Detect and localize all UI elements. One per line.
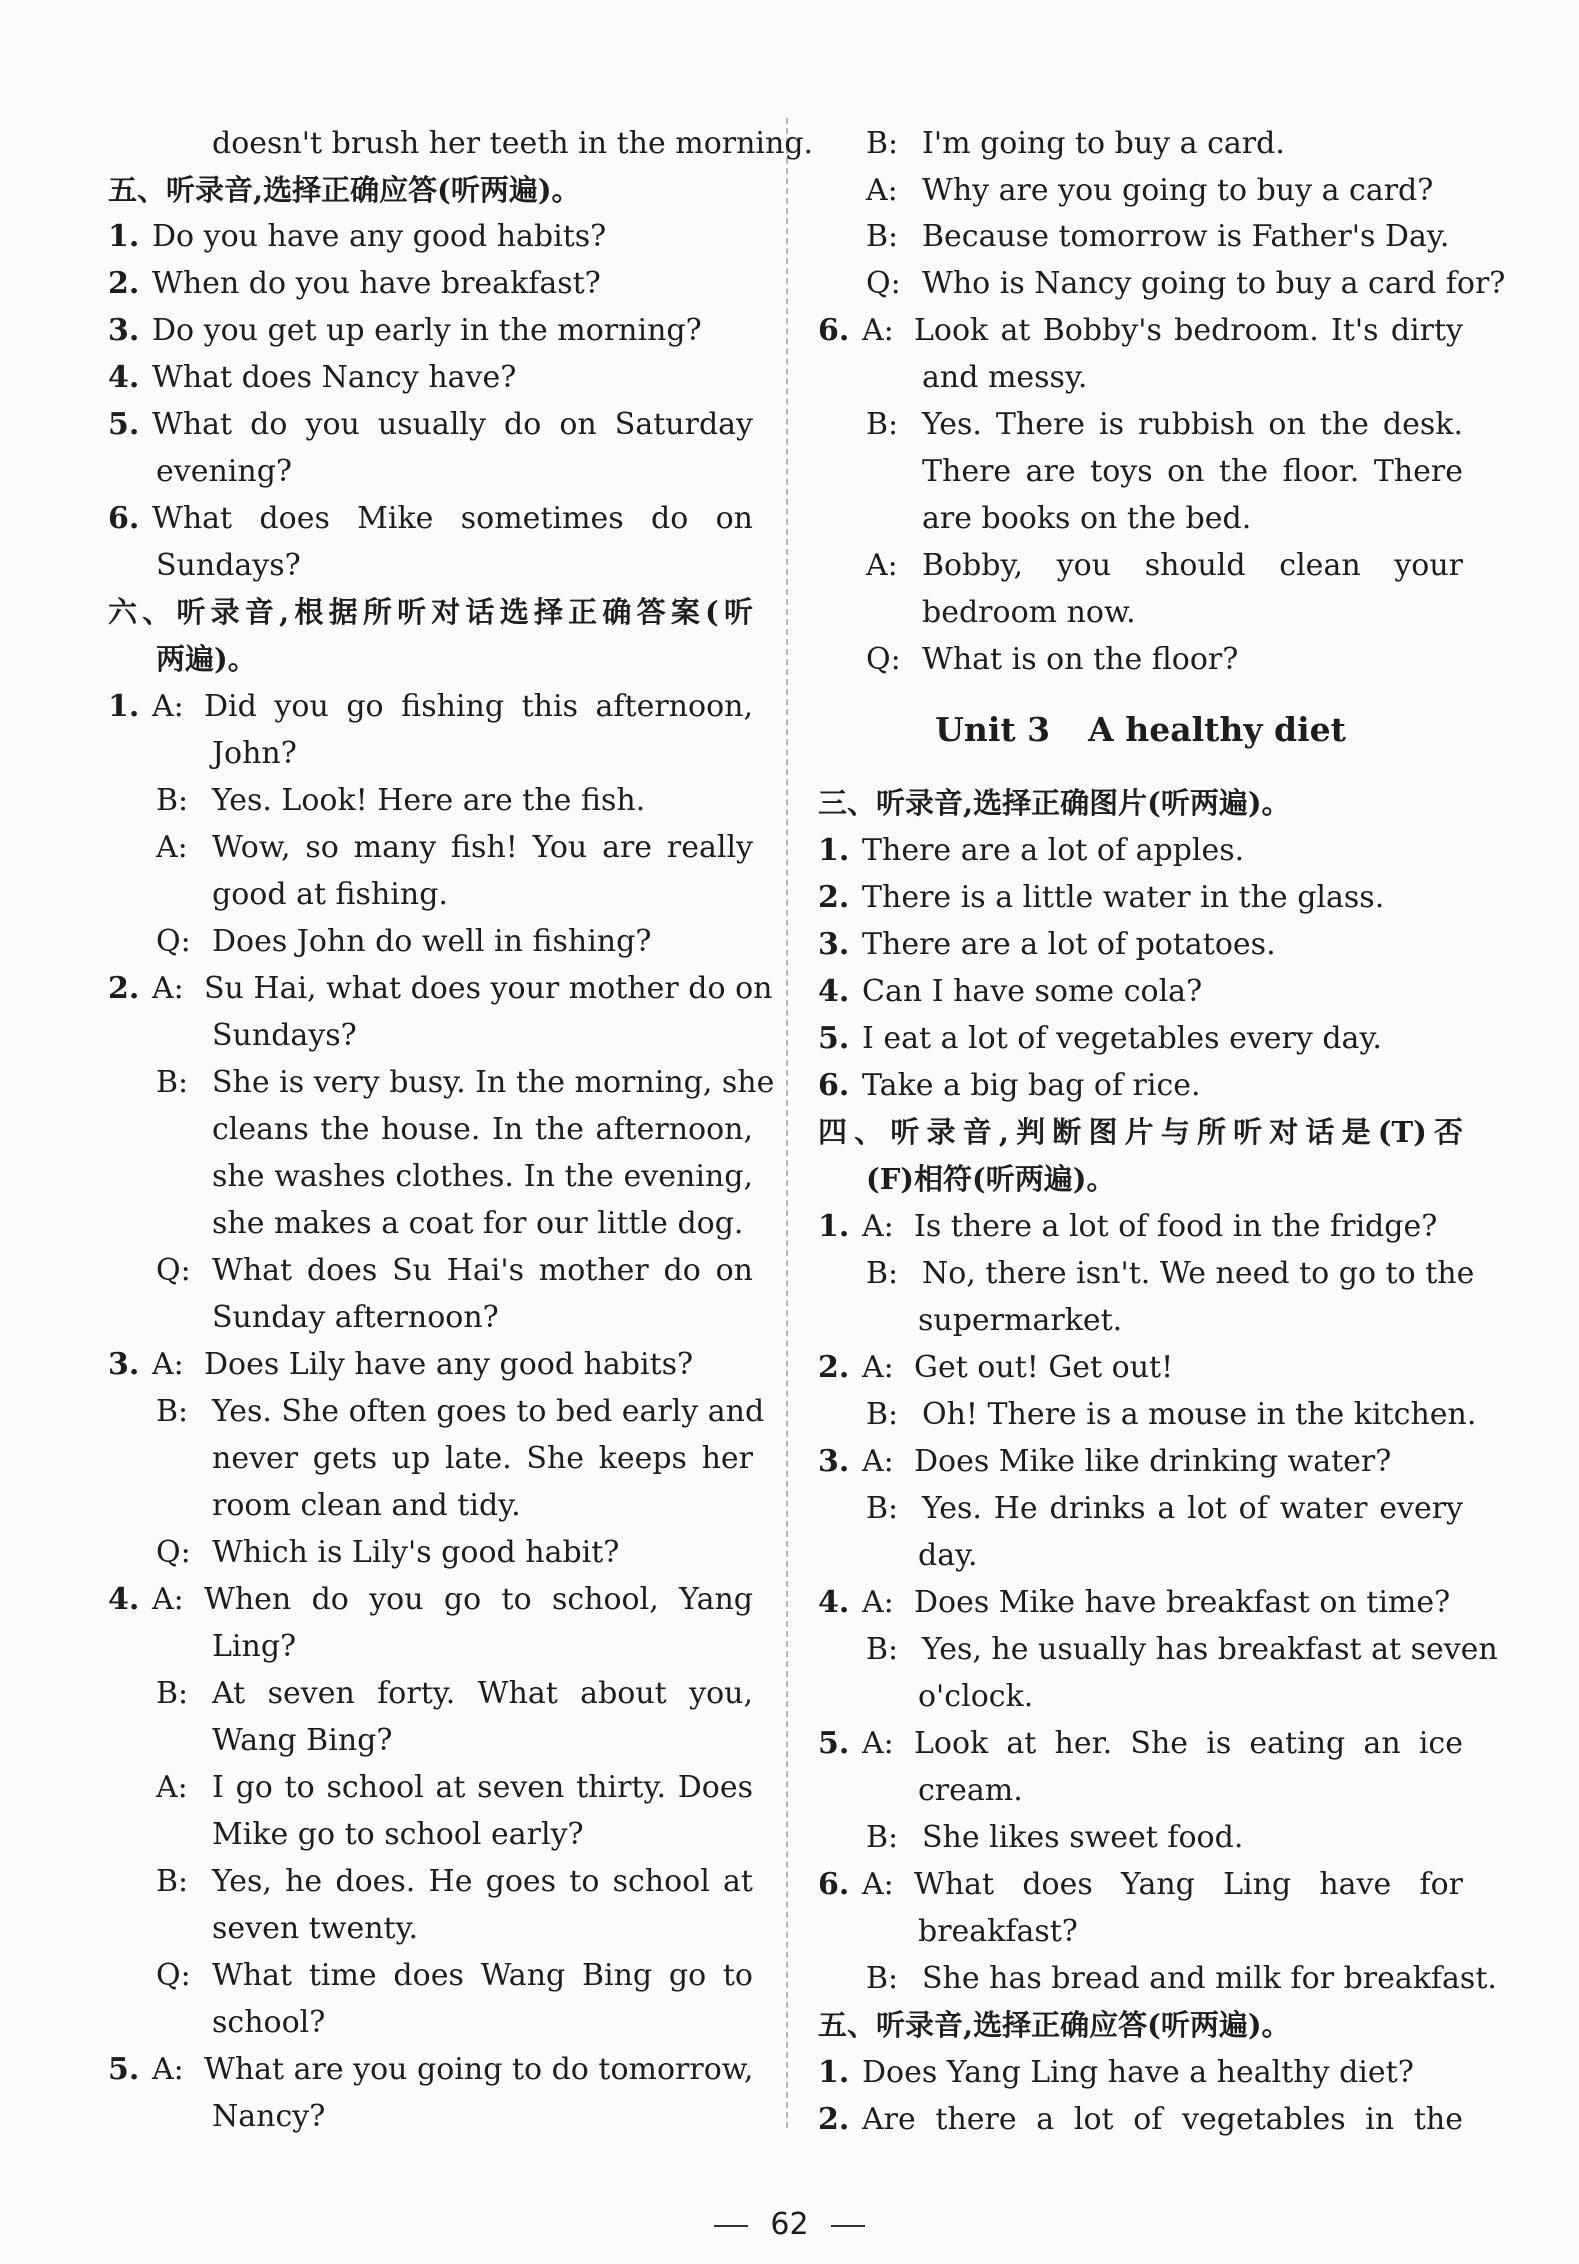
dialogue-line: 1. A: Is there a lot of food in the fridge? (818, 1209, 1438, 1244)
dialogue-line: 4. A: When do you go to school, Yang (108, 1582, 753, 1617)
text-line: Nancy? (212, 2099, 326, 2134)
unit-title: Unit 3 A healthy diet (935, 710, 1346, 749)
text-line: are books on the bed. (922, 501, 1252, 536)
section-heading: 四、听录音,判断图片与所听对话是(T)否 (818, 1115, 1463, 1149)
dialogue-line: B: Yes, he usually has breakfast at seven (866, 1632, 1498, 1667)
text-line: cleans the house. In the afternoon, (212, 1112, 753, 1147)
list-item: 6. Take a big bag of rice. (818, 1068, 1201, 1103)
dialogue-line: Q: Does John do well in fishing? (156, 924, 652, 959)
section-heading: 三、听录音,选择正确图片(听两遍)。 (818, 786, 1291, 820)
text-line: Wang Bing? (212, 1723, 393, 1758)
dialogue-line: B: She likes sweet food. (866, 1820, 1244, 1855)
dialogue-line: A: Why are you going to buy a card? (866, 173, 1434, 208)
list-item: 4. Can I have some cola? (818, 974, 1203, 1009)
dialogue-line: A: Bobby, you should clean your (866, 548, 1463, 583)
text-line: she makes a coat for our little dog. (212, 1206, 744, 1241)
column-divider (786, 118, 788, 2128)
dialogue-line: 5. A: Look at her. She is eating an ice (818, 1726, 1463, 1761)
text-line: Sunday afternoon? (212, 1300, 499, 1335)
text-line: seven twenty. (212, 1911, 419, 1946)
dialogue-line: Q: What time does Wang Bing go to (156, 1958, 753, 1993)
dialogue-line: B: Oh! There is a mouse in the kitchen. (866, 1397, 1477, 1432)
text-line: and messy. (922, 360, 1088, 395)
list-item: 4. What does Nancy have? (108, 360, 517, 395)
dialogue-line: 6. A: Look at Bobby's bedroom. It's dirty (818, 313, 1463, 348)
dialogue-line: Q: Which is Lily's good habit? (156, 1535, 620, 1570)
list-item: 3. Do you get up early in the morning? (108, 313, 702, 348)
dialogue-line: B: No, there isn't. We need to go to the (866, 1256, 1475, 1291)
list-item: 1. Does Yang Ling have a healthy diet? (818, 2055, 1414, 2090)
section-heading: 六、听录音,根据所听对话选择正确答案(听 (108, 595, 753, 629)
text-line: evening? (156, 454, 292, 489)
text-line: Ling? (212, 1629, 297, 1664)
dialogue-line: 2. A: Su Hai, what does your mother do on (108, 971, 773, 1006)
section-heading: (F)相符(听两遍)。 (866, 1162, 1116, 1196)
list-item: 1. Do you have any good habits? (108, 219, 607, 254)
dialogue-line: B: Yes. Look! Here are the fish. (156, 783, 646, 818)
list-item: 6. What does Mike sometimes do on (108, 501, 753, 536)
list-item: 2. When do you have breakfast? (108, 266, 601, 301)
text-line: cream. (918, 1773, 1023, 1808)
text-line: school? (212, 2005, 326, 2040)
dialogue-line: 2. A: Get out! Get out! (818, 1350, 1174, 1385)
text-line: breakfast? (918, 1914, 1078, 1949)
section-heading: 五、听录音,选择正确应答(听两遍)。 (818, 2008, 1291, 2042)
dialogue-line: B: She has bread and milk for breakfast. (866, 1961, 1497, 1996)
dialogue-line: B: Yes. He drinks a lot of water every (866, 1491, 1463, 1526)
dialogue-line: 3. A: Does Lily have any good habits? (108, 1347, 694, 1382)
section-heading: 五、听录音,选择正确应答(听两遍)。 (108, 173, 581, 207)
text-line: Mike go to school early? (212, 1817, 584, 1852)
page-number: 62 (0, 2205, 1579, 2245)
section-heading: 两遍)。 (156, 642, 257, 676)
text-line: doesn't brush her teeth in the morning. (212, 126, 814, 161)
text-line: o'clock. (918, 1679, 1034, 1714)
dialogue-line: 1. A: Did you go fishing this afternoon, (108, 689, 753, 724)
text-line: day. (918, 1538, 978, 1573)
text-line: she washes clothes. In the evening, (212, 1159, 753, 1194)
list-item: 2. Are there a lot of vegetables in the (818, 2102, 1463, 2137)
text-line: supermarket. (918, 1303, 1123, 1338)
list-item: 2. There is a little water in the glass. (818, 880, 1385, 915)
dialogue-line: 5. A: What are you going to do tomorrow, (108, 2052, 754, 2087)
dialogue-line: A: Wow, so many fish! You are really (156, 830, 753, 865)
text-line: John? (212, 736, 297, 771)
dialogue-line: B: She is very busy. In the morning, she (156, 1065, 775, 1100)
dialogue-line: B: Yes. There is rubbish on the desk. (866, 407, 1463, 442)
dialogue-line: Q: What is on the floor? (866, 642, 1239, 677)
dialogue-line: B: I'm going to buy a card. (866, 126, 1285, 161)
list-item: 5. I eat a lot of vegetables every day. (818, 1021, 1382, 1056)
list-item: 3. There are a lot of potatoes. (818, 927, 1276, 962)
dialogue-line: 3. A: Does Mike like drinking water? (818, 1444, 1392, 1479)
dialogue-line: Q: Who is Nancy going to buy a card for? (866, 266, 1506, 301)
dialogue-line: 4. A: Does Mike have breakfast on time? (818, 1585, 1451, 1620)
text-line: There are toys on the floor. There (922, 454, 1463, 489)
dialogue-line: Q: What does Su Hai's mother do on (156, 1253, 753, 1288)
dialogue-line: B: Because tomorrow is Father's Day. (866, 219, 1450, 254)
text-line: good at fishing. (212, 877, 448, 912)
dialogue-line: B: At seven forty. What about you, (156, 1676, 753, 1711)
text-line: Sundays? (156, 548, 301, 583)
dialogue-line: B: Yes, he does. He goes to school at (156, 1864, 753, 1899)
list-item: 1. There are a lot of apples. (818, 833, 1245, 868)
dialogue-line: A: I go to school at seven thirty. Does (156, 1770, 753, 1805)
text-line: room clean and tidy. (212, 1488, 521, 1523)
text-line: never gets up late. She keeps her (212, 1441, 753, 1476)
text-line: Sundays? (212, 1018, 357, 1053)
list-item: 5. What do you usually do on Saturday (108, 407, 753, 442)
dialogue-line: 6. A: What does Yang Ling have for (818, 1867, 1463, 1902)
dialogue-line: B: Yes. She often goes to bed early and (156, 1394, 765, 1429)
text-line: bedroom now. (922, 595, 1136, 630)
